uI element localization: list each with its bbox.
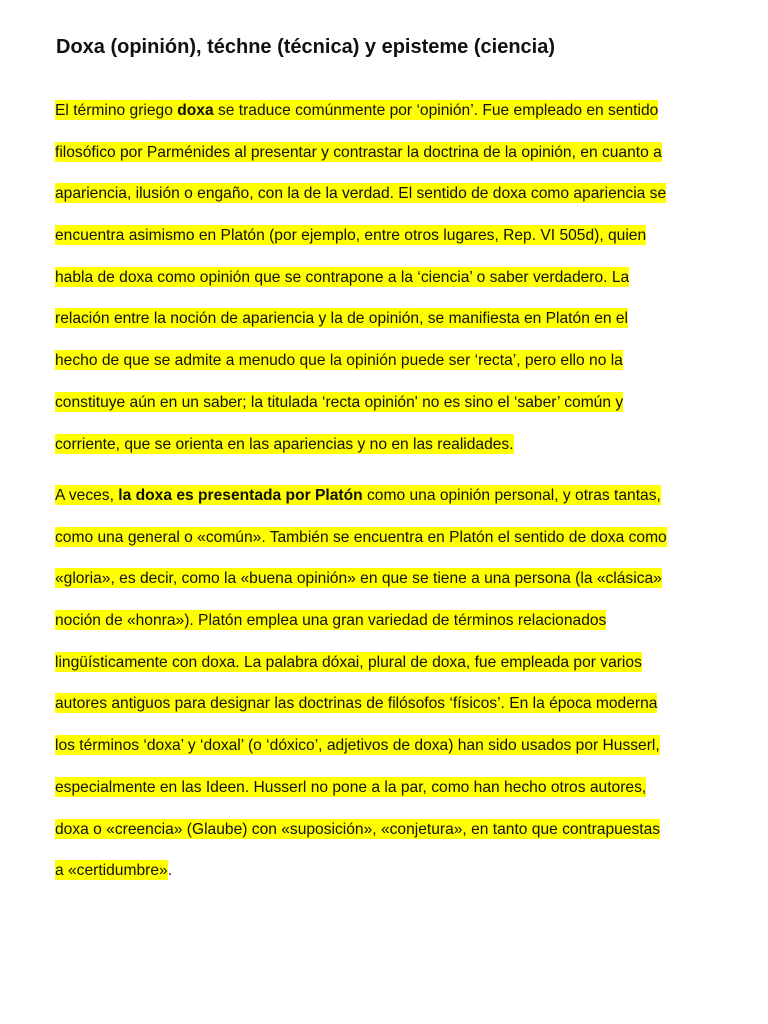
text-run: relación entre la noción de apariencia y la de opinión, se manifiesta en Platón en el bbox=[55, 310, 629, 328]
paragraph-line bbox=[55, 691, 667, 733]
paragraph-line bbox=[55, 650, 667, 692]
paragraph-line bbox=[55, 265, 666, 307]
text-run: noción de «honra»). Platón emplea una gran variedad de términos relacionados bbox=[55, 612, 607, 630]
paragraph-line bbox=[55, 483, 667, 525]
paragraph-line bbox=[55, 181, 666, 223]
text-run: autores antiguos para designar las doctrinas de filósofos ‘físicos’. En la época moderna bbox=[55, 695, 658, 713]
paragraph-line bbox=[55, 525, 667, 567]
text-run: apariencia, ilusión o engaño, con la de la verdad. El sentido de doxa como apariencia se bbox=[55, 185, 667, 203]
text-run: hecho de que se admite a menudo que la opinión puede ser ‘recta’, pero ello no la bbox=[55, 352, 623, 370]
paragraph-line bbox=[55, 733, 667, 775]
text-run: El término griego bbox=[55, 102, 178, 119]
text-run: . bbox=[167, 862, 173, 880]
document-title: Doxa (opinión), téchne (técnica) y episteme (ciencia) bbox=[56, 36, 556, 58]
text-run: filosófico por Parménides al presentar y contrastar la doctrina de la opinión, en cuanto a bbox=[55, 143, 662, 161]
paragraph-line bbox=[55, 348, 666, 390]
text-run: especialmente en las Ideen. Husserl no pone a la par, como han hecho otros autores, bbox=[55, 778, 647, 796]
text-run: se traduce comúnmente por ‘opinión’. Fue empleado en sentido bbox=[213, 102, 659, 119]
paragraph-line bbox=[55, 608, 667, 650]
text-run: a «certidumbre» bbox=[55, 862, 168, 880]
text-run: los términos ‘doxa’ y ‘doxal’ (o ‘dóxico’, adjetivos de doxa) han sido usados por Husserl, bbox=[55, 737, 660, 755]
paragraph-line bbox=[55, 775, 667, 817]
text-run: como una opinión personal, y otras tantas, bbox=[362, 487, 661, 504]
text-run: lingüísticamente con doxa. La palabra dóxai, plural de doxa, fue empleada por varios bbox=[55, 653, 642, 671]
text-run: encuentra asimismo en Platón (por ejemplo, entre otros lugares, Rep. VI 505d), quien bbox=[55, 227, 647, 245]
paragraph-line bbox=[55, 140, 666, 182]
paragraph-line bbox=[55, 858, 667, 900]
bold-text-run: doxa bbox=[177, 102, 214, 119]
paragraph-line bbox=[55, 432, 666, 474]
text-run: doxa o «creencia» (Glaube) con «suposición», «conjetura», en tanto que contrapuestas bbox=[55, 820, 661, 838]
paragraph-line bbox=[55, 223, 666, 265]
text-run: como una general o «común». También se encuentra en Platón el sentido de doxa como bbox=[55, 528, 667, 546]
paragraph-line bbox=[55, 306, 666, 348]
paragraph-line bbox=[55, 98, 666, 140]
text-run: habla de doxa como opinión que se contrapone a la ‘ciencia’ o saber verdadero. La bbox=[55, 268, 630, 286]
paragraph-line bbox=[55, 390, 666, 432]
text-run: «gloria», es decir, como la «buena opinión» en que se tiene a una persona (la «clásica» bbox=[55, 570, 662, 588]
bold-text-run: la doxa es presentada por Platón bbox=[118, 487, 363, 504]
paragraph-2 bbox=[55, 483, 667, 900]
paragraph-line bbox=[55, 817, 667, 859]
paragraph-line bbox=[55, 566, 667, 608]
text-run: constituye aún en un saber; la titulada ‘recta opinión' no es sino el ‘saber’ común y bbox=[55, 393, 624, 411]
text-run: corriente, que se orienta en las apariencias y no en las realidades. bbox=[55, 435, 514, 453]
text-run: A veces, bbox=[55, 487, 119, 504]
paragraph-1 bbox=[55, 98, 666, 473]
